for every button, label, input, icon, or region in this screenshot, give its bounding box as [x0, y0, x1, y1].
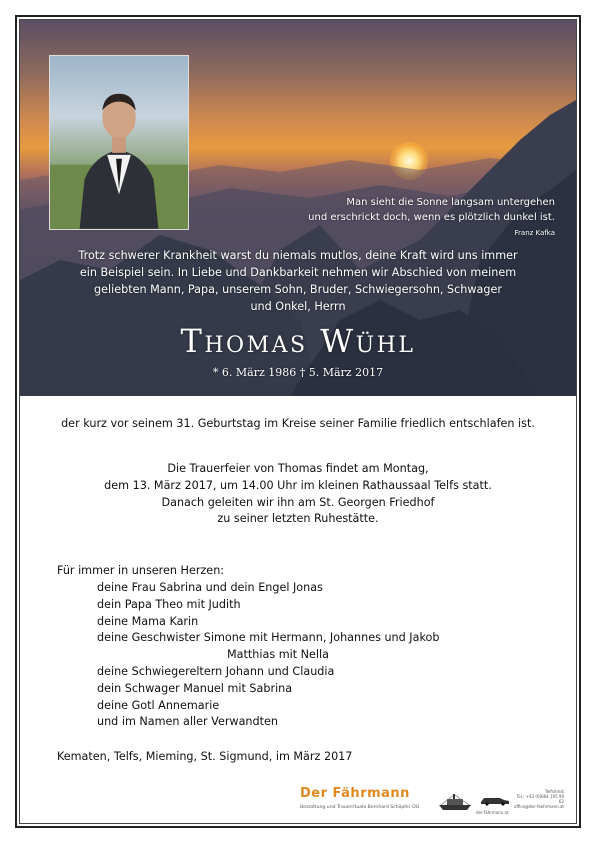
ceremony-line: Danach geleiten wir ihn am St. Georgen Friedhof — [161, 495, 435, 509]
funeral-home-tagline: Bestattung und Trauerrituale Bernhard Schöpfer OG — [300, 805, 420, 810]
kafka-quote — [225, 195, 555, 241]
funeral-home-footer — [300, 786, 572, 820]
tribute-text — [26, 247, 570, 315]
mourner-line: dein Papa Theo mit Judith — [97, 597, 241, 611]
funeral-home-logo: Der Fährmann — [300, 786, 410, 801]
mourner-line: Matthias mit Nella — [227, 648, 329, 662]
ceremony-line: zu seiner letzten Ruhestätte. — [217, 512, 379, 526]
funeral-details — [20, 461, 576, 528]
mourner-line: deine Schwiegereltern Johann und Claudia — [97, 664, 335, 678]
tribute-line: Trotz schwerer Krankheit warst du niemals mutlos, deine Kraft wird uns immer — [78, 249, 518, 262]
quote-line: und erschrickt doch, wenn es plötzlich dunkel ist. — [308, 212, 555, 223]
ceremony-line: dem 13. März 2017, um 14.00 Uhr im kleinen Rathaussaal Telfs statt. — [104, 478, 492, 492]
mourner-line: deine Gotl Annemarie — [97, 698, 220, 712]
contact-line: Telfs/Imst — [545, 789, 564, 794]
place-date-line: Kematen, Telfs, Mieming, St. Sigmund, im März 2017 — [57, 750, 353, 763]
mourner-line: deine Frau Sabrina und dein Engel Jonas — [97, 581, 323, 594]
website-text: der-fährmann.at — [476, 810, 509, 815]
hearse-icon — [480, 794, 510, 806]
mourner-line: und im Namen aller Verwandten — [97, 715, 278, 729]
contact-line: Tel.: +43 (0)664 195 99 62 — [516, 794, 564, 804]
mourner-line: deine Mama Karin — [97, 614, 199, 628]
ferry-icon — [437, 792, 473, 812]
deceased-name: Thomas Wühl — [180, 322, 416, 360]
life-dates: * 6. März 1986 † 5. März 2017 — [212, 366, 384, 379]
tribute-line: und Onkel, Herrn — [250, 300, 346, 313]
mourner-line: dein Schwager Manuel mit Sabrina — [97, 681, 293, 695]
tribute-line: geliebten Mann, Papa, unserem Sohn, Bruder, Schwiegersohn, Schwager — [94, 283, 502, 296]
tribute-line: ein Beispiel sein. In Liebe und Dankbarkeit nehmen wir Abschied von meinem — [79, 266, 517, 279]
death-announcement: der kurz vor seinem 31. Geburtstag im Kreise seiner Familie friedlich entschlafen ist. — [61, 417, 535, 430]
ceremony-line: Die Trauerfeier von Thomas findet am Montag, — [167, 462, 429, 475]
quote-author: Franz Kafka — [514, 229, 555, 237]
mourners-heading: Für immer in unseren Herzen: — [57, 564, 225, 577]
contact-info — [514, 789, 564, 809]
portrait-figure — [50, 56, 188, 229]
mourners-list — [97, 580, 557, 731]
portrait-photo — [49, 55, 189, 230]
contact-line: office@der-faehrmann.at — [514, 804, 564, 809]
mourner-line: deine Geschwister Simone mit Hermann, Johannes und Jakob — [97, 631, 440, 645]
quote-line: Man sieht die Sonne langsam untergehen — [346, 197, 555, 208]
